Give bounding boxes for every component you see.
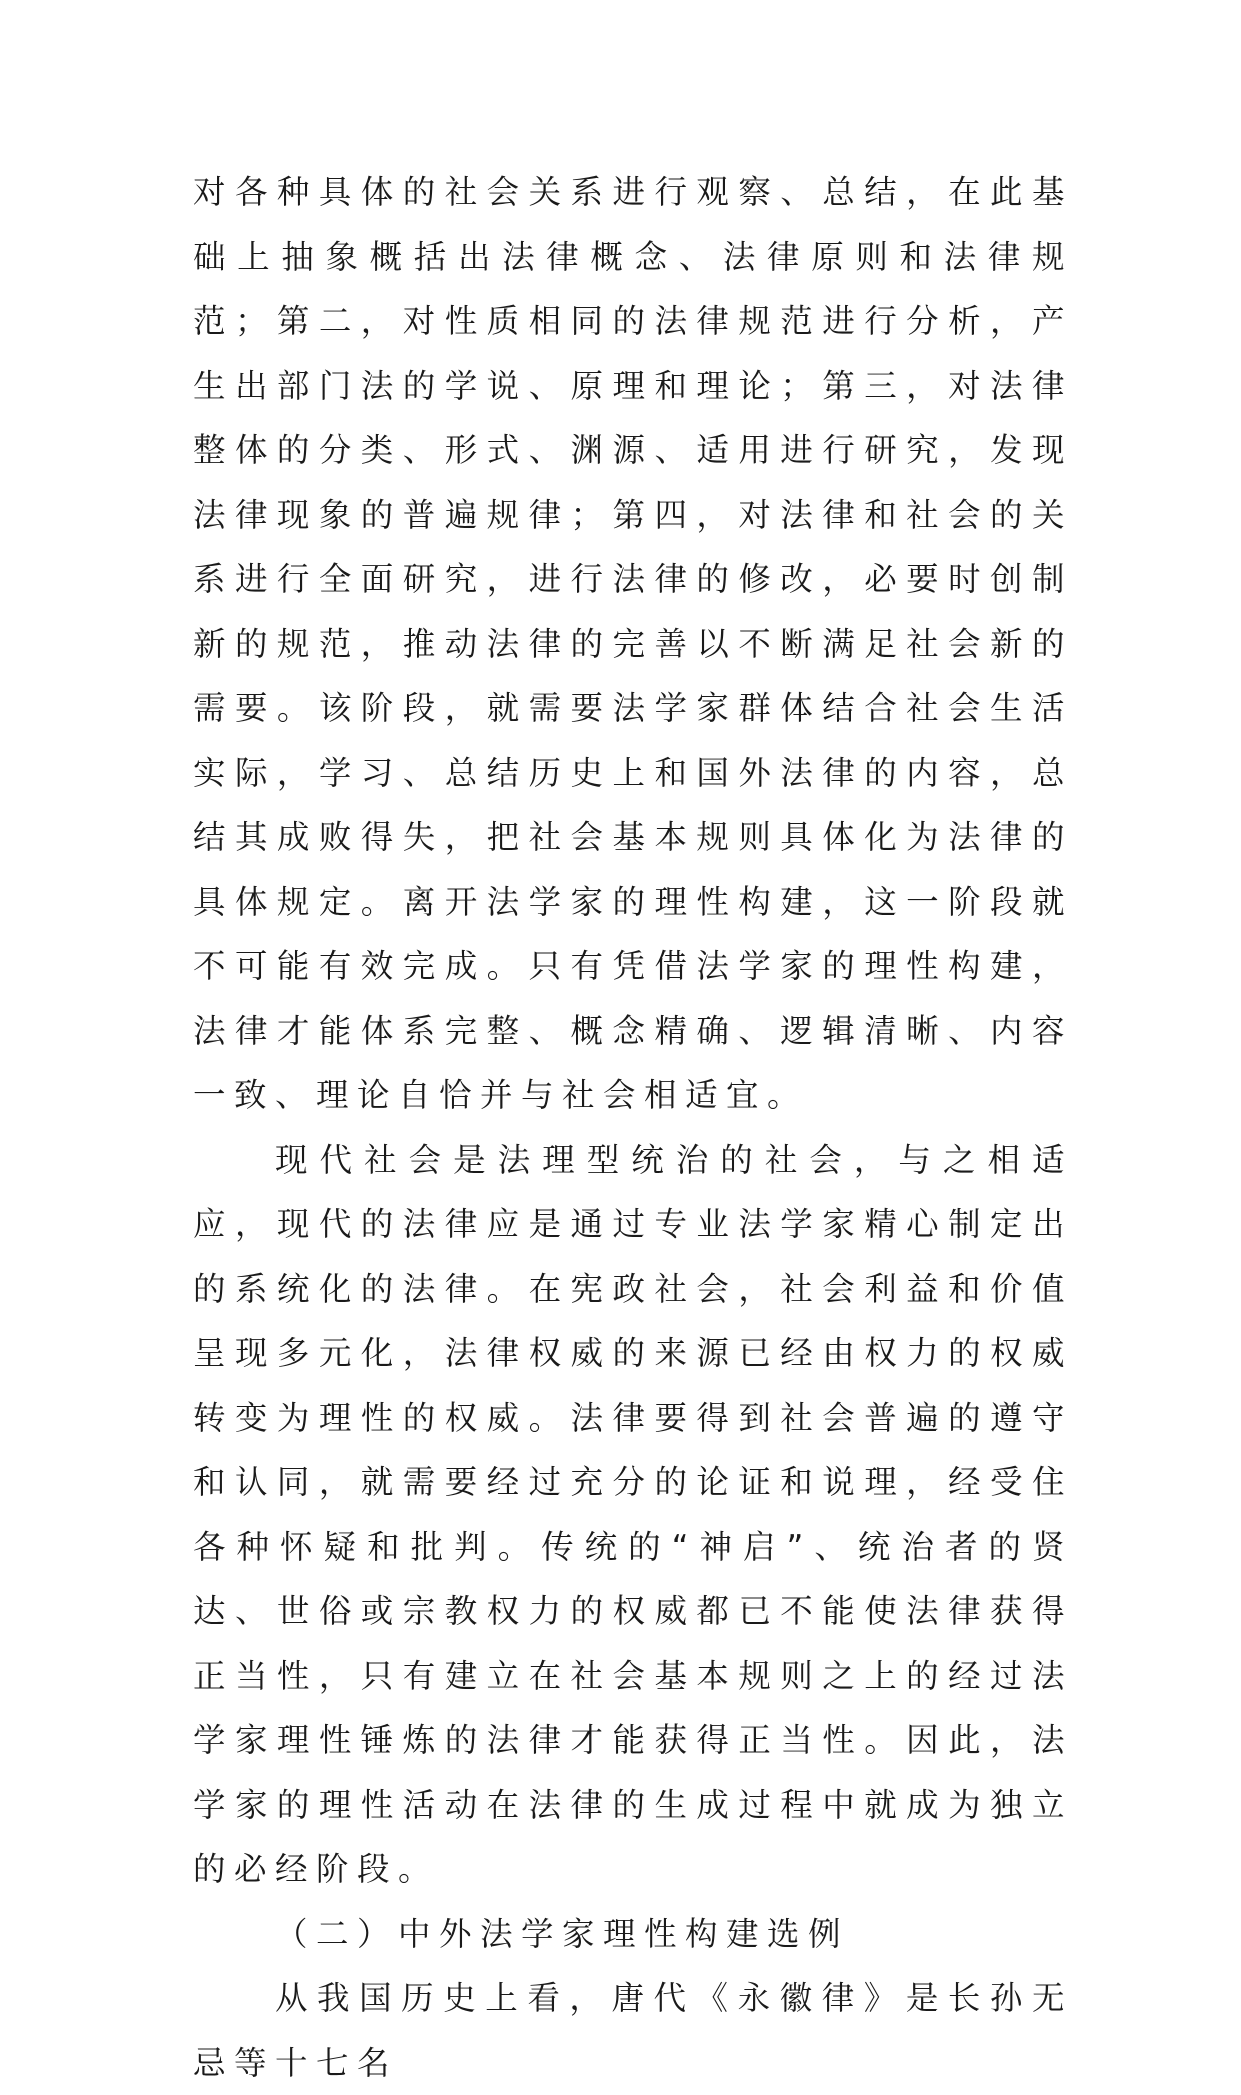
- paragraph-continuation: 对各种具体的社会关系进行观察、总结，在此基础上抽象概括出法律概念、法律原则和法律规范；第二，对性质相同的法律规范进行分析，产生出部门法的学说、原理和理论；第三，对法律整体的分类、形式、渊源、适用进行研究，发现法律现象的普遍规律；第四，对法律和社会的关系进行全面研究，进行法律的修改，必要时创制新的规范，推动法律的完善以不断满足社会新的需要。该阶段，就需要法学家群体结合社会生活实际，学习、总结历史上和国外法律的内容，总结其成败得失，把社会基本规则具体化为法律的具体规定。离开法学家的理性构建，这一阶段就不可能有效完成。只有凭借法学家的理性构建，法律才能体系完整、概念精确、逻辑清晰、内容一致、理论自恰并与社会相适宜。: [193, 173, 1073, 1114]
- paragraph-history: 从我国历史上看，唐代《永徽律》是长孙无忌等十七名: [193, 1979, 1073, 2082]
- paragraph-modern-society: 现代社会是法理型统治的社会，与之相适应，现代的法律应是通过专业法学家精心制定出的系统化的法律。在宪政社会，社会利益和价值呈现多元化，法律权威的来源已经由权力的权威转变为理性的权威。法律要得到社会普遍的遵守和认同，就需要经过充分的论证和说理，经受住各种怀疑和批判。传统的“神启”、统治者的贤达、世俗或宗教权力的权威都已不能使法律获得正当性，只有建立在社会基本规则之上的经过法学家理性锤炼的法律才能获得正当性。因此，法学家的理性活动在法律的生成过程中就成为独立的必经阶段。: [193, 1140, 1073, 1888]
- document-body: [193, 160, 1073, 2095]
- section-heading: （二）中外法学家理性构建选例: [275, 1914, 850, 1953]
